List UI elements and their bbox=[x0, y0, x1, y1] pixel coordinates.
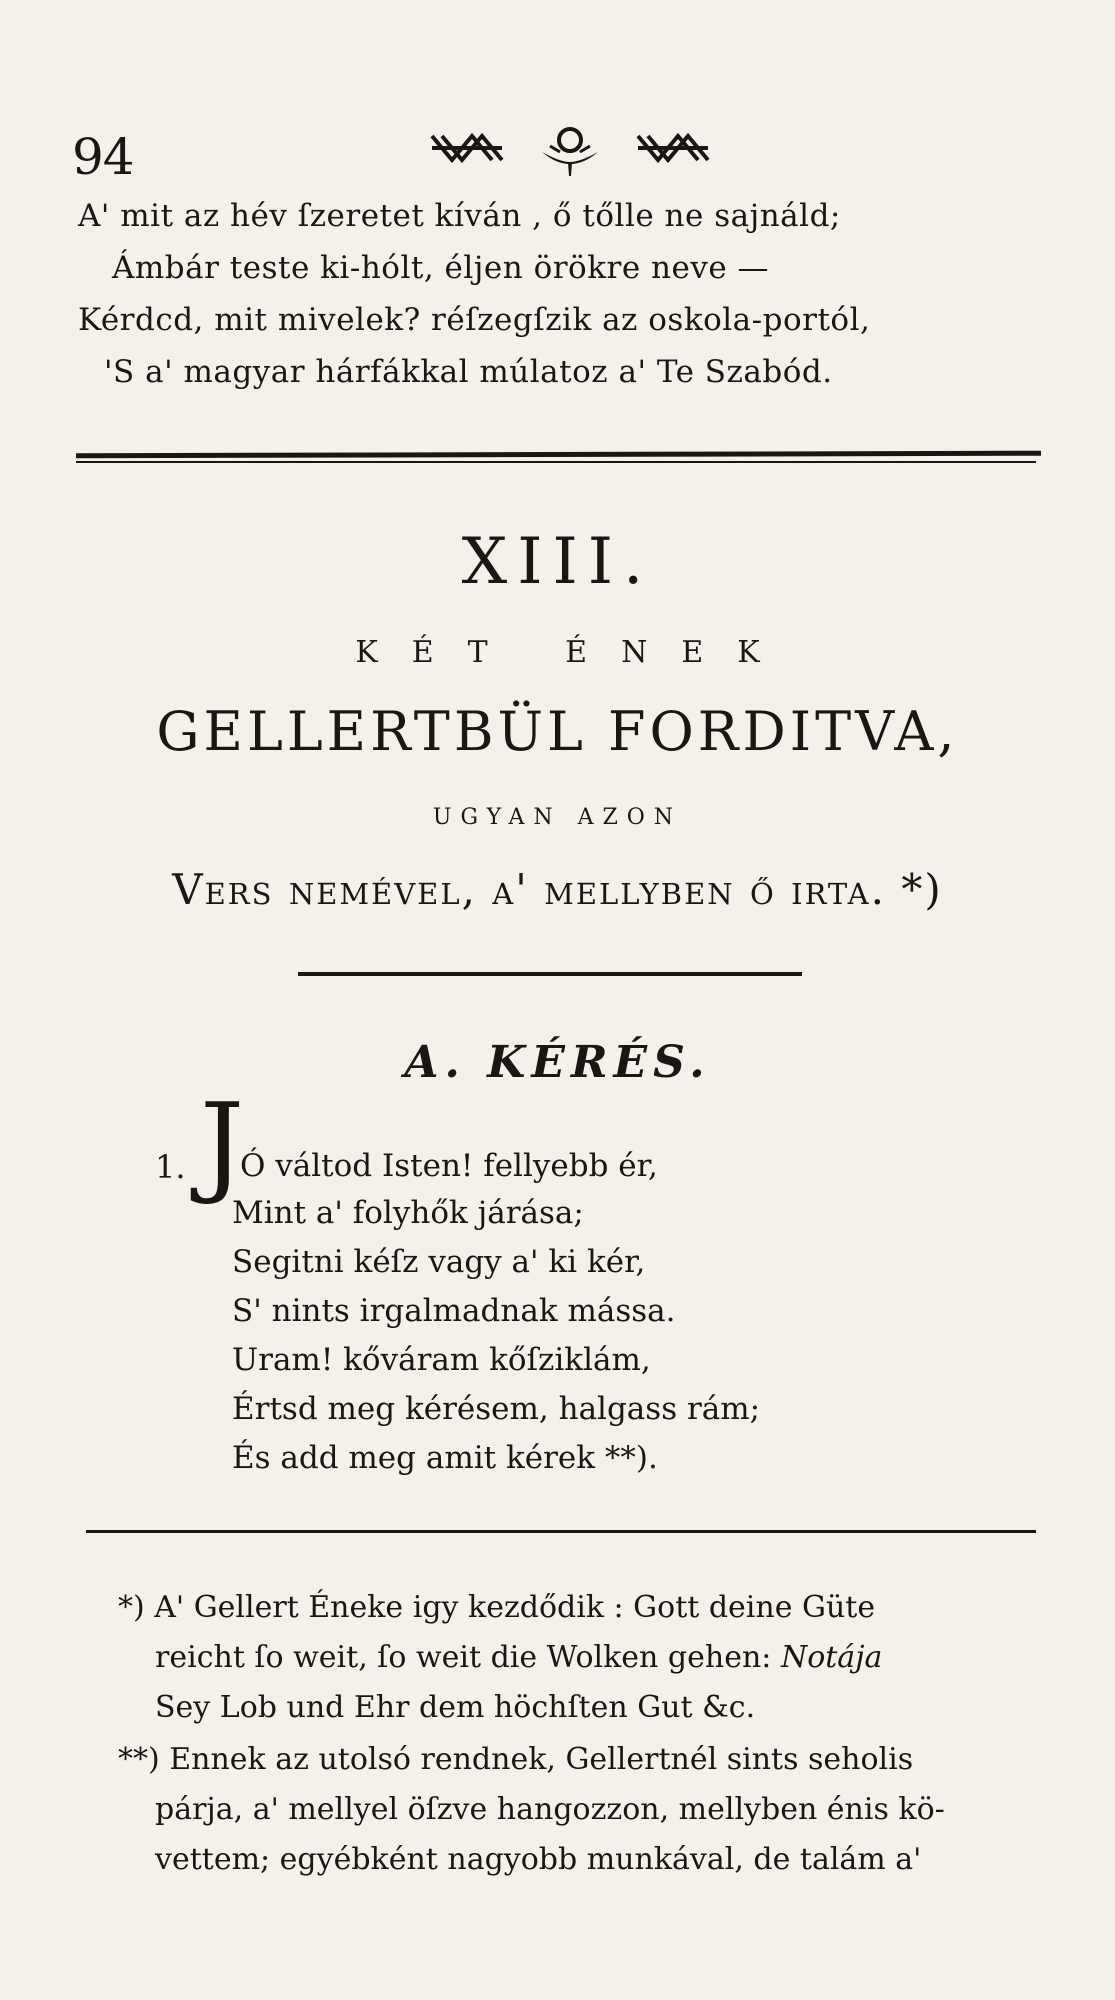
header-ornament bbox=[430, 118, 710, 178]
poem-line-3: Segitni kéſz vagy a' ki kér, bbox=[232, 1244, 646, 1280]
stanza-line-3: Kérdcd, mit mivelek? réſzegſzik az oskola-portól, bbox=[78, 302, 871, 338]
heading-line-3: UGYAN AZON bbox=[432, 805, 683, 830]
footnote-2-line-3: vettem; egyébként nagyobb munkával, de talám a' bbox=[155, 1842, 922, 1877]
stanza-number: 1. bbox=[155, 1148, 186, 1186]
stanza-line-1: A' mit az hév ſzeretet kíván , ő tőlle ne sajnáld; bbox=[78, 198, 841, 234]
heading-line-1: KÉT ÉNEK bbox=[355, 635, 794, 670]
poem-line-2: Mint a' folyhők járása; bbox=[232, 1195, 584, 1231]
footnote-1-line-2-text: reicht ſo weit, ſo weit die Wolken gehen: bbox=[155, 1640, 772, 1675]
footnote-2-line-2: párja, a' mellyel öſzve hangozzon, mellyben énis kö- bbox=[155, 1792, 945, 1827]
title-divider bbox=[298, 972, 802, 976]
heading-line-2: GELLERTBÜL FORDITVA, bbox=[156, 700, 959, 763]
footnote-1-line-3: Sey Lob und Ehr dem höchſten Gut &c. bbox=[155, 1690, 756, 1725]
footnote-1-italic: Notája bbox=[780, 1640, 883, 1675]
poem-line-6: Értsd meg kérésem, halgass rám; bbox=[232, 1391, 761, 1427]
stanza-line-4: 'S a' magyar hárfákkal múlatoz a' Te Szabód. bbox=[104, 354, 833, 390]
heading-line-4: Vers nemével, a' mellyben ő irta. *) bbox=[172, 865, 943, 914]
section-title bbox=[0, 1037, 1115, 1088]
footnote-2-line-1: **) Ennek az utolsó rendnek, Gellertnél sints seholis bbox=[118, 1742, 914, 1777]
page-number: 94 bbox=[72, 128, 134, 186]
drop-cap: J bbox=[200, 1079, 245, 1207]
poem-line-5: Uram! kőváram kőſziklám, bbox=[232, 1342, 651, 1378]
footnote-1-line-2 bbox=[155, 1640, 882, 1675]
poem-line-1: Ó váltod Isten! fellyebb ér, bbox=[240, 1148, 658, 1184]
poem-line-7: És add meg amit kérek **). bbox=[232, 1440, 658, 1476]
footnote-divider bbox=[86, 1530, 1036, 1533]
section-number: XIII. bbox=[461, 525, 654, 599]
stanza-line-2: Ámbár teste ki-hólt, éljen örökre neve — bbox=[112, 250, 770, 286]
section-title-text: A. KÉRÉS. bbox=[404, 1037, 711, 1088]
section-divider-double bbox=[76, 451, 1041, 459]
footnote-1-line-1: *) A' Gellert Éneke igy kezdődik : Gott deine Güte bbox=[118, 1590, 876, 1625]
section-divider-double-thin bbox=[76, 461, 1036, 463]
poem-line-4: S' nints irgalmadnak mássa. bbox=[232, 1293, 676, 1329]
